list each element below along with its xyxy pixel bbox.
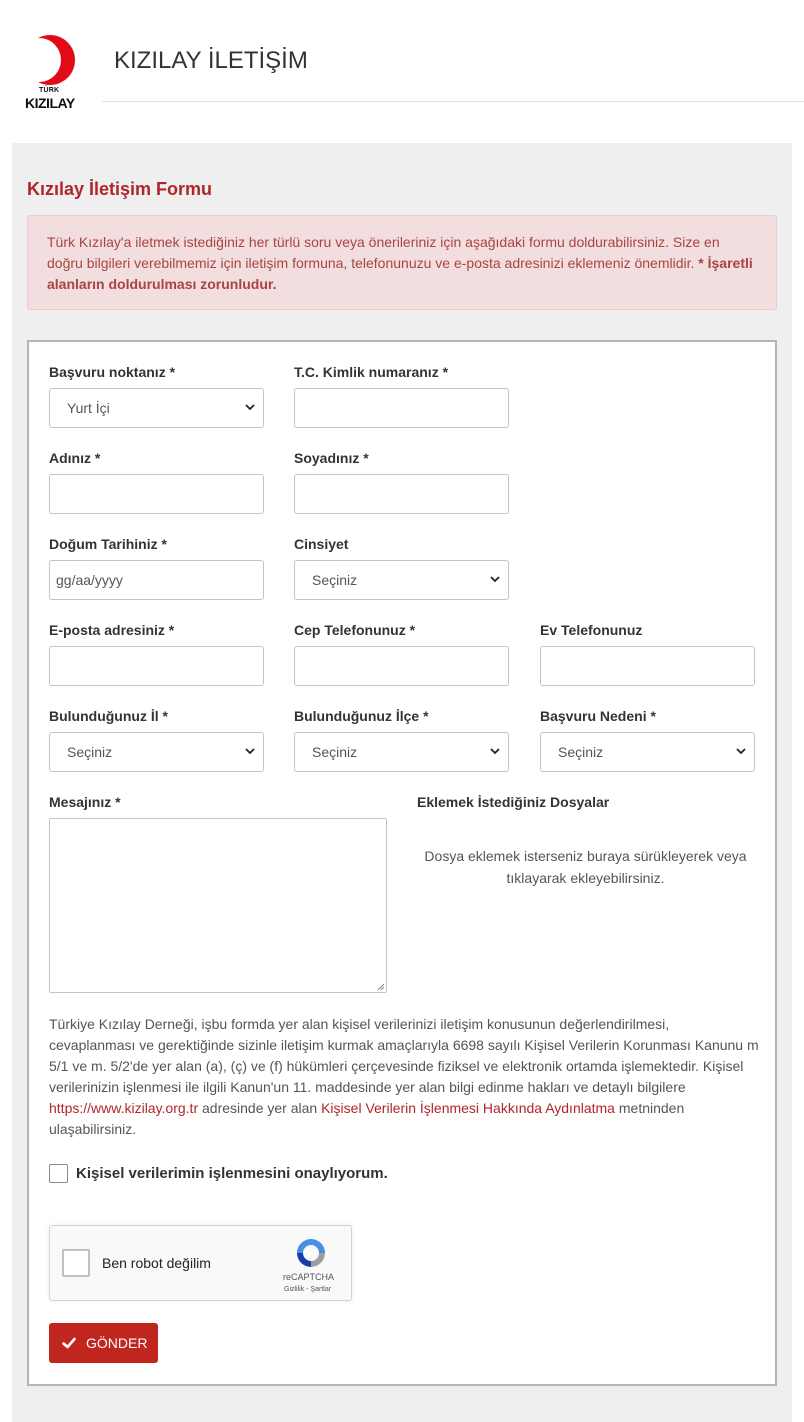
- header-divider: [102, 101, 804, 102]
- il-value: Seçiniz: [67, 744, 113, 760]
- basvuru-nedeni-label: Başvuru Nedeni *: [540, 708, 656, 724]
- kvkk-text-3: metninden ulaşabilirsiniz.: [49, 1100, 685, 1137]
- kvkk-text-1: Türkiye Kızılay Derneği, işbu formda yer alan kişisel verilerinizi iletişim konusunun değerlendirilmesi, cevaplanması ve gerektiğinde sizinle iletişim kurmak amaçlarıyla 6698 sayılı Kişisel Verilerin Korunması Kanunu m 5/1 ve m. 5/2'de yer alan (a), (ç) ve (f) hükümleri çerçevesinde fiziksel ve elektronik ortamda işlemektedir. Kişisel verilerinizin işlenmesi ile ilgili Kanun'un 11. maddesinde yer alan bilgi edinme hakları ve detaylı bilgilere: [49, 1016, 759, 1095]
- cep-tel-label: Cep Telefonunuz *: [294, 622, 416, 638]
- recaptcha-brand: reCAPTCHA: [283, 1272, 335, 1282]
- chevron-down-icon: [245, 402, 255, 412]
- chevron-down-icon: [736, 746, 746, 756]
- recaptcha-widget: [49, 1225, 352, 1301]
- cinsiyet-select[interactable]: [294, 560, 509, 600]
- chevron-down-icon: [490, 746, 500, 756]
- logo-text-large: KIZILAY: [25, 95, 75, 111]
- cinsiyet-label: Cinsiyet: [294, 536, 349, 552]
- ad-label: Adınız *: [49, 450, 101, 466]
- mesaj-textarea[interactable]: [49, 818, 387, 993]
- soyad-label: Soyadınız *: [294, 450, 369, 466]
- required-note: * İşaretli alanların doldurulması zorunludur.: [47, 255, 753, 292]
- ev-tel-input[interactable]: [540, 646, 755, 686]
- check-icon: [62, 1336, 76, 1350]
- resize-handle-icon[interactable]: [377, 983, 385, 991]
- cep-tel-input[interactable]: [294, 646, 509, 686]
- basvuru-noktasi-value: Yurt İçi: [67, 400, 110, 416]
- chevron-down-icon: [490, 574, 500, 584]
- chevron-down-icon: [245, 746, 255, 756]
- basvuru-nedeni-value: Seçiniz: [558, 744, 604, 760]
- kvkk-text-2: adresinde yer alan: [202, 1100, 318, 1116]
- recaptcha-links[interactable]: Gizlilik - Şartlar: [284, 1286, 332, 1293]
- info-alert: [27, 215, 777, 310]
- header: [0, 0, 804, 143]
- dogum-tarihi-placeholder: gg/aa/yyyy: [56, 572, 123, 588]
- logo-text-small: TÜRK: [39, 87, 60, 94]
- ev-tel-label: Ev Telefonunuz: [540, 622, 643, 638]
- aydinlatma-metni-link[interactable]: Kişisel Verilerin İşlenmesi Hakkında Aydınlatma: [321, 1100, 615, 1116]
- ilce-value: Seçiniz: [312, 744, 358, 760]
- consent-label[interactable]: Kişisel verilerimin işlenmesini onaylıyorum.: [76, 1165, 388, 1182]
- kvkk-text: [49, 1014, 759, 1140]
- il-label: Bulunduğunuz İl *: [49, 708, 168, 724]
- form-title: Kızılay İletişim Formu: [27, 179, 213, 199]
- consent-checkbox[interactable]: [49, 1164, 68, 1183]
- recaptcha-checkbox[interactable]: [62, 1249, 90, 1277]
- submit-label: GÖNDER: [86, 1335, 148, 1351]
- ad-input[interactable]: [49, 474, 264, 514]
- recaptcha-icon: [294, 1236, 328, 1270]
- eposta-input[interactable]: [49, 646, 264, 686]
- alert-text: Türk Kızılay'a iletmek istediğiniz her türlü soru veya önerileriniz için aşağıdaki formu doldurabilirsiniz. Size en doğru bilgileri verebilmemiz için iletişim formuna, telefonunuzu ve e-posta adresinizi eklemeniz önemlidir.: [47, 234, 720, 271]
- submit-button[interactable]: [49, 1323, 158, 1363]
- ilce-select[interactable]: [294, 732, 509, 772]
- dogum-tarihi-input[interactable]: [49, 560, 264, 600]
- basvuru-noktasi-label: Başvuru noktanız *: [49, 364, 176, 380]
- tc-kimlik-input[interactable]: [294, 388, 509, 428]
- eposta-label: E-posta adresiniz *: [49, 622, 175, 638]
- basvuru-noktasi-select[interactable]: [49, 388, 264, 428]
- basvuru-nedeni-select[interactable]: [540, 732, 755, 772]
- mesaj-label: Mesajınız *: [49, 794, 121, 810]
- page-title: KIZILAY İLETİŞİM: [114, 47, 308, 74]
- kizilay-logo[interactable]: [24, 34, 76, 112]
- cinsiyet-value: Seçiniz: [312, 572, 358, 588]
- soyad-input[interactable]: [294, 474, 509, 514]
- red-crescent-icon: [24, 34, 76, 88]
- file-dropzone[interactable]: Dosya eklemek isterseniz buraya sürükleyerek veya tıklayarak ekleyebilirsiniz.: [424, 848, 747, 886]
- dosya-label: Eklemek İstediğiniz Dosyalar: [417, 794, 610, 810]
- recaptcha-label: Ben robot değilim: [102, 1255, 211, 1271]
- tc-kimlik-label: T.C. Kimlik numaranız *: [294, 364, 449, 380]
- kizilay-website-link[interactable]: https://www.kizilay.org.tr: [49, 1100, 199, 1116]
- dogum-tarihi-label: Doğum Tarihiniz *: [49, 536, 167, 552]
- ilce-label: Bulunduğunuz İlçe *: [294, 708, 429, 724]
- il-select[interactable]: [49, 732, 264, 772]
